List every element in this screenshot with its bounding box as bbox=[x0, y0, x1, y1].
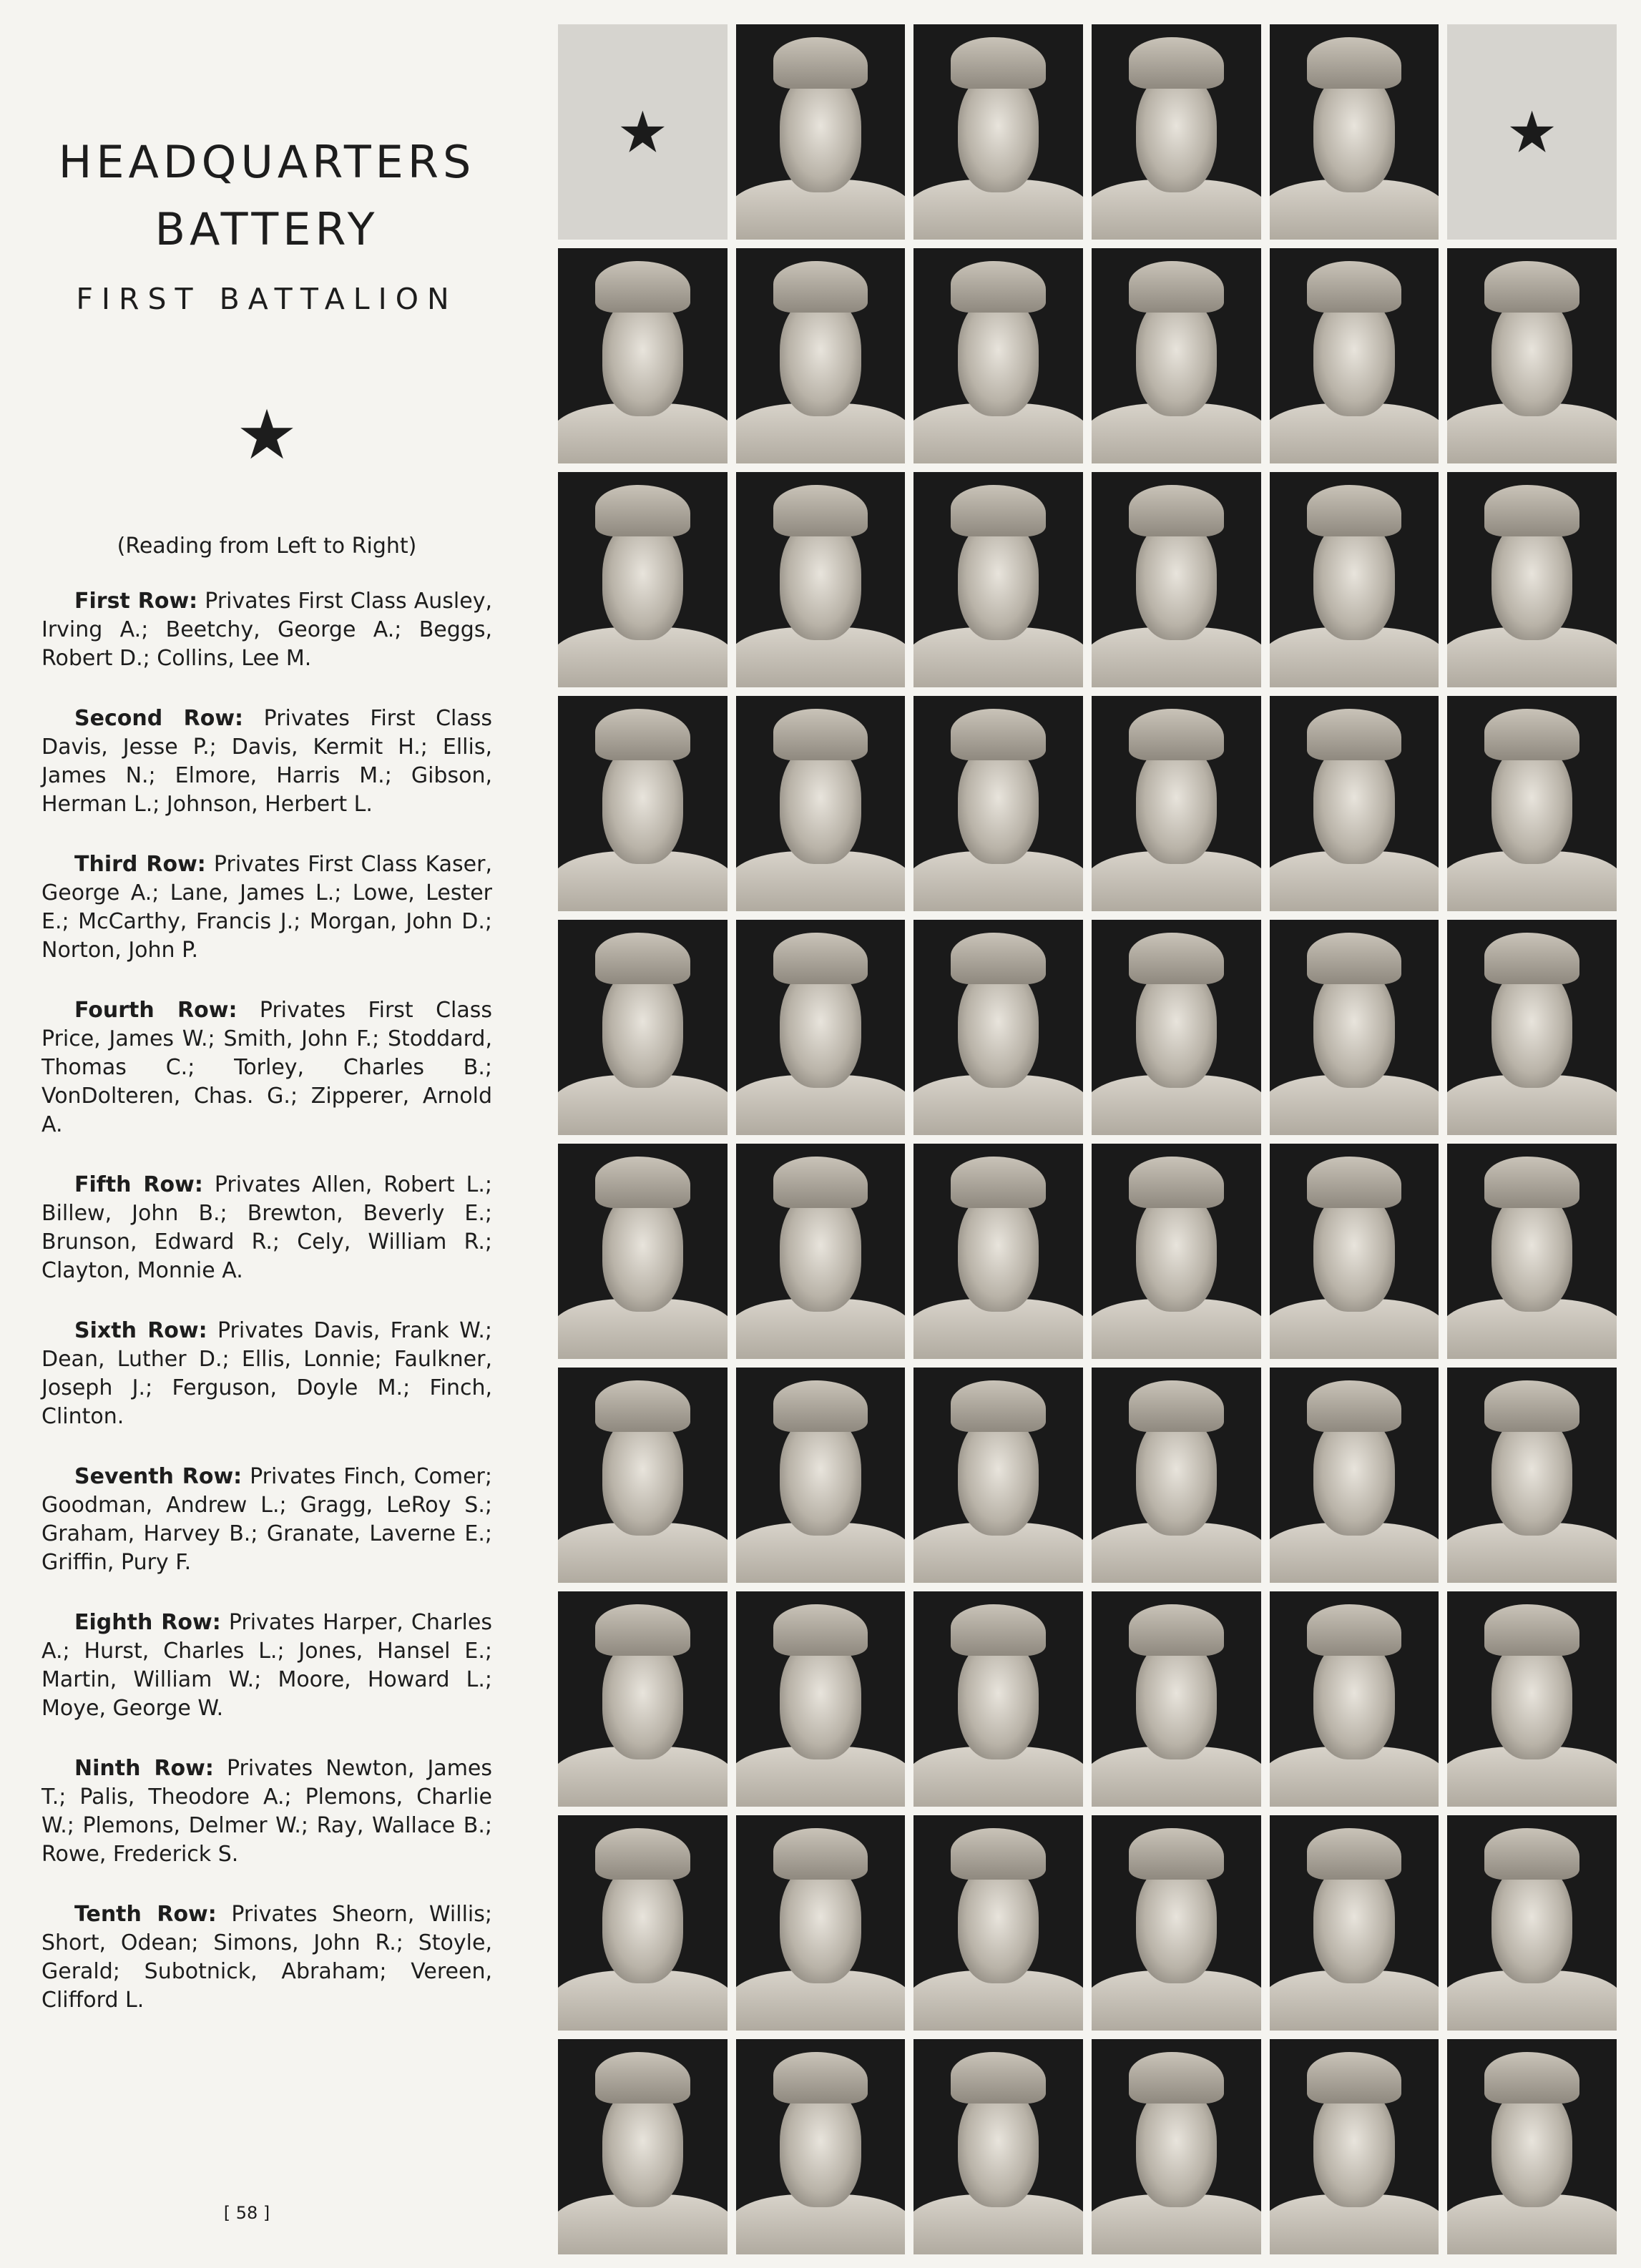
portrait-cap bbox=[1307, 1157, 1402, 1208]
portrait-cap bbox=[1484, 1828, 1579, 1880]
portrait-cap bbox=[773, 261, 868, 313]
soldier-portrait bbox=[558, 472, 728, 687]
title-line-1: HEADQUARTERS bbox=[58, 136, 476, 188]
portrait-cap bbox=[951, 37, 1046, 89]
portrait-cap bbox=[1484, 709, 1579, 760]
soldier-portrait bbox=[1447, 248, 1617, 463]
row-names: Privates Sheorn, Willis; Short, Odean; Simons, John R.; Stoyle, Gerald; Subotnick, Abraham; Vereen, Clifford L. bbox=[41, 1902, 492, 2013]
portrait-head bbox=[780, 2086, 861, 2207]
soldier-portrait bbox=[913, 24, 1083, 240]
portrait-cap bbox=[951, 485, 1046, 536]
portrait-cap bbox=[951, 2052, 1046, 2103]
portrait-cap bbox=[1307, 1828, 1402, 1880]
portrait-head bbox=[1136, 1862, 1218, 1983]
soldier-portrait bbox=[1092, 24, 1261, 240]
portrait-head bbox=[780, 1191, 861, 1312]
soldier-portrait bbox=[1447, 1368, 1617, 1583]
portrait-cap bbox=[1307, 37, 1402, 89]
portrait-head bbox=[958, 519, 1039, 640]
portrait-head bbox=[1313, 2086, 1395, 2207]
portrait-cap bbox=[1484, 485, 1579, 536]
row-label: Second Row: bbox=[74, 706, 244, 731]
portrait-head bbox=[780, 1415, 861, 1536]
portrait-head bbox=[958, 1862, 1039, 1983]
portrait-cap bbox=[1129, 933, 1224, 984]
soldier-portrait bbox=[913, 696, 1083, 911]
row-label: Tenth Row: bbox=[74, 1902, 217, 1927]
portrait-head bbox=[1136, 72, 1218, 192]
star-icon: ★ bbox=[1506, 99, 1558, 165]
soldier-portrait bbox=[1092, 248, 1261, 463]
soldier-portrait bbox=[1270, 1144, 1439, 1359]
row-captions bbox=[41, 587, 492, 2015]
portrait-cap bbox=[595, 1828, 690, 1880]
soldier-portrait bbox=[558, 248, 728, 463]
portrait-head bbox=[1491, 1862, 1573, 1983]
soldier-portrait bbox=[913, 472, 1083, 687]
portrait-head bbox=[780, 1639, 861, 1759]
portrait-cap bbox=[773, 1604, 868, 1656]
soldier-portrait bbox=[736, 696, 906, 911]
portrait-head bbox=[602, 1862, 684, 1983]
portrait-cap bbox=[1129, 261, 1224, 313]
row-label: Sixth Row: bbox=[74, 1318, 207, 1343]
row-caption bbox=[41, 705, 492, 819]
soldier-portrait bbox=[558, 1591, 728, 1807]
soldier-portrait bbox=[1092, 920, 1261, 1135]
soldier-portrait bbox=[1092, 696, 1261, 911]
portrait-head bbox=[1491, 519, 1573, 640]
portrait-head bbox=[780, 1862, 861, 1983]
portrait-cap bbox=[773, 37, 868, 89]
portrait-head bbox=[1313, 295, 1395, 416]
soldier-portrait bbox=[736, 1815, 906, 2031]
portrait-head bbox=[1491, 1191, 1573, 1312]
soldier-portrait bbox=[736, 1144, 906, 1359]
row-caption bbox=[41, 996, 492, 1139]
soldier-portrait bbox=[736, 920, 906, 1135]
soldier-portrait bbox=[736, 2039, 906, 2254]
portrait-head bbox=[1136, 1639, 1218, 1759]
soldier-portrait bbox=[558, 920, 728, 1135]
soldier-portrait bbox=[913, 1815, 1083, 2031]
soldier-portrait bbox=[1270, 1591, 1439, 1807]
portrait-cap bbox=[1129, 1157, 1224, 1208]
portrait-cap bbox=[773, 709, 868, 760]
portrait-cap bbox=[773, 1157, 868, 1208]
star-panel bbox=[1447, 24, 1617, 240]
row-label: First Row: bbox=[74, 589, 198, 614]
soldier-portrait bbox=[1270, 2039, 1439, 2254]
portrait-cap bbox=[1307, 261, 1402, 313]
soldier-portrait bbox=[736, 1591, 906, 1807]
portrait-head bbox=[602, 2086, 684, 2207]
portrait-head bbox=[958, 743, 1039, 864]
portrait-head bbox=[1313, 1862, 1395, 1983]
portrait-head bbox=[780, 72, 861, 192]
portrait-head bbox=[1491, 1639, 1573, 1759]
portrait-head bbox=[1491, 743, 1573, 864]
soldier-portrait bbox=[1447, 920, 1617, 1135]
portrait-head bbox=[1136, 2086, 1218, 2207]
soldier-portrait bbox=[913, 1591, 1083, 1807]
soldier-portrait bbox=[1092, 1815, 1261, 2031]
row-label: Seventh Row: bbox=[74, 1464, 243, 1489]
row-label: Ninth Row: bbox=[74, 1756, 214, 1781]
portrait-cap bbox=[1484, 1380, 1579, 1432]
portrait-head bbox=[1136, 1415, 1218, 1536]
portrait-cap bbox=[1307, 933, 1402, 984]
soldier-portrait bbox=[1447, 1144, 1617, 1359]
row-names: Privates Allen, Robert L.; Billew, John B.; Brewton, Beverly E.; Brunson, Edward R.; Cely, William R.; Clayton, Monnie A. bbox=[41, 1172, 492, 1283]
portrait-cap bbox=[1129, 37, 1224, 89]
row-names: Privates Newton, James T.; Palis, Theodore A.; Plemons, Charlie W.; Plemons, Delmer W.; Ray, Wallace B.; Rowe, Frederick S. bbox=[41, 1756, 492, 1867]
portrait-cap bbox=[951, 1604, 1046, 1656]
portrait-cap bbox=[1307, 709, 1402, 760]
soldier-portrait bbox=[1447, 1815, 1617, 2031]
portrait-cap bbox=[1484, 1604, 1579, 1656]
row-caption bbox=[41, 587, 492, 673]
soldier-portrait bbox=[1270, 1815, 1439, 2031]
portrait-cap bbox=[595, 933, 690, 984]
soldier-portrait bbox=[1092, 2039, 1261, 2254]
portrait-head bbox=[958, 1639, 1039, 1759]
portrait-head bbox=[602, 1191, 684, 1312]
page-number: [ 58 ] bbox=[223, 2203, 270, 2223]
portrait-cap bbox=[1484, 933, 1579, 984]
soldier-portrait bbox=[1092, 1144, 1261, 1359]
portrait-head bbox=[780, 967, 861, 1088]
portrait-head bbox=[1313, 1639, 1395, 1759]
soldier-portrait bbox=[913, 248, 1083, 463]
row-names: Privates First Class Davis, Jesse P.; Davis, Kermit H.; Ellis, James N.; Elmore, Harris M.; Gibson, Herman L.; Johnson, Herbert L. bbox=[41, 706, 493, 817]
soldier-portrait bbox=[1270, 472, 1439, 687]
portrait-cap bbox=[951, 1828, 1046, 1880]
portrait-grid bbox=[558, 24, 1617, 2254]
portrait-head bbox=[602, 967, 684, 1088]
portrait-cap bbox=[773, 933, 868, 984]
soldier-portrait bbox=[1447, 1591, 1617, 1807]
soldier-portrait bbox=[913, 2039, 1083, 2254]
portrait-head bbox=[1313, 1415, 1395, 1536]
portrait-head bbox=[958, 72, 1039, 192]
portrait-cap bbox=[773, 1828, 868, 1880]
portrait-head bbox=[1313, 1191, 1395, 1312]
soldier-portrait bbox=[1270, 696, 1439, 911]
portrait-head bbox=[1136, 1191, 1218, 1312]
portrait-head bbox=[602, 743, 684, 864]
portrait-cap bbox=[595, 1157, 690, 1208]
caption-column bbox=[41, 129, 492, 2036]
portrait-head bbox=[958, 967, 1039, 1088]
soldier-portrait bbox=[1447, 2039, 1617, 2254]
portrait-cap bbox=[773, 1380, 868, 1432]
portrait-head bbox=[602, 519, 684, 640]
soldier-portrait bbox=[1092, 1591, 1261, 1807]
row-caption bbox=[41, 1609, 492, 1723]
soldier-portrait bbox=[1270, 1368, 1439, 1583]
soldier-portrait bbox=[558, 1368, 728, 1583]
soldier-portrait bbox=[1447, 696, 1617, 911]
row-names: Privates Davis, Frank W.; Dean, Luther D.; Ellis, Lonnie; Faulkner, Joseph J.; Ferguson, Doyle M.; Finch, Clinton. bbox=[41, 1318, 492, 1429]
star-icon: ★ bbox=[617, 99, 669, 165]
portrait-head bbox=[958, 295, 1039, 416]
soldier-portrait bbox=[1270, 920, 1439, 1135]
portrait-head bbox=[958, 2086, 1039, 2207]
portrait-head bbox=[1491, 295, 1573, 416]
portrait-head bbox=[1491, 2086, 1573, 2207]
row-caption bbox=[41, 1171, 492, 1285]
soldier-portrait bbox=[558, 696, 728, 911]
soldier-portrait bbox=[736, 24, 906, 240]
portrait-head bbox=[1491, 967, 1573, 1088]
soldier-portrait bbox=[1092, 1368, 1261, 1583]
portrait-head bbox=[780, 519, 861, 640]
portrait-cap bbox=[951, 933, 1046, 984]
portrait-cap bbox=[1484, 2052, 1579, 2103]
star-icon: ★ bbox=[235, 395, 298, 475]
row-caption bbox=[41, 1754, 492, 1869]
star-panel bbox=[558, 24, 728, 240]
row-label: Eighth Row: bbox=[74, 1610, 221, 1635]
portrait-cap bbox=[595, 1604, 690, 1656]
portrait-cap bbox=[1129, 1828, 1224, 1880]
portrait-cap bbox=[595, 2052, 690, 2103]
portrait-cap bbox=[951, 1157, 1046, 1208]
row-caption bbox=[41, 850, 492, 965]
portrait-cap bbox=[595, 709, 690, 760]
soldier-portrait bbox=[1270, 24, 1439, 240]
portrait-head bbox=[602, 295, 684, 416]
title-line-2: BATTERY bbox=[155, 203, 379, 255]
portrait-cap bbox=[1484, 261, 1579, 313]
row-names: Privates First Class Kaser, George A.; Lane, James L.; Lowe, Lester E.; McCarthy, Francis J.; Morgan, John D.; Norton, John P. bbox=[41, 852, 492, 963]
row-caption bbox=[41, 1463, 492, 1577]
portrait-head bbox=[602, 1415, 684, 1536]
row-names: Privates First Class Ausley, Irving A.; Beetchy, George A.; Beggs, Robert D.; Collins, Lee M. bbox=[41, 589, 492, 671]
row-caption bbox=[41, 1317, 492, 1431]
portrait-cap bbox=[1307, 485, 1402, 536]
row-label: Third Row: bbox=[74, 852, 206, 877]
portrait-cap bbox=[773, 2052, 868, 2103]
page-title bbox=[41, 129, 492, 263]
portrait-head bbox=[602, 1639, 684, 1759]
portrait-cap bbox=[1307, 1604, 1402, 1656]
portrait-head bbox=[1313, 743, 1395, 864]
row-label: Fifth Row: bbox=[74, 1172, 203, 1197]
portrait-cap bbox=[1129, 1380, 1224, 1432]
soldier-portrait bbox=[1447, 472, 1617, 687]
soldier-portrait bbox=[558, 1144, 728, 1359]
portrait-head bbox=[780, 743, 861, 864]
soldier-portrait bbox=[1092, 472, 1261, 687]
row-label: Fourth Row: bbox=[74, 998, 237, 1023]
portrait-cap bbox=[1129, 1604, 1224, 1656]
portrait-cap bbox=[1129, 485, 1224, 536]
soldier-portrait bbox=[913, 920, 1083, 1135]
portrait-head bbox=[1313, 967, 1395, 1088]
portrait-cap bbox=[951, 709, 1046, 760]
row-caption bbox=[41, 1900, 492, 2015]
portrait-head bbox=[780, 295, 861, 416]
soldier-portrait bbox=[736, 1368, 906, 1583]
portrait-head bbox=[1136, 519, 1218, 640]
portrait-cap bbox=[1484, 1157, 1579, 1208]
portrait-head bbox=[1136, 967, 1218, 1088]
portrait-cap bbox=[951, 261, 1046, 313]
portrait-head bbox=[958, 1191, 1039, 1312]
soldier-portrait bbox=[558, 1815, 728, 2031]
portrait-head bbox=[1136, 295, 1218, 416]
row-names: Privates Finch, Comer; Goodman, Andrew L.; Gragg, LeRoy S.; Graham, Harvey B.; Granate, Laverne E.; Griffin, Pury F. bbox=[41, 1464, 493, 1575]
portrait-cap bbox=[1307, 2052, 1402, 2103]
row-names: Privates First Class Price, James W.; Smith, John F.; Stoddard, Thomas C.; Torley, Charles B.; VonDolteren, Chas. G.; Zipperer, Arnold A. bbox=[41, 998, 493, 1137]
soldier-portrait bbox=[736, 472, 906, 687]
portrait-head bbox=[1491, 1415, 1573, 1536]
portrait-head bbox=[1313, 519, 1395, 640]
portrait-cap bbox=[595, 485, 690, 536]
portrait-head bbox=[1313, 72, 1395, 192]
soldier-portrait bbox=[913, 1144, 1083, 1359]
portrait-cap bbox=[951, 1380, 1046, 1432]
soldier-portrait bbox=[736, 248, 906, 463]
row-names: Privates Harper, Charles A.; Hurst, Charles L.; Jones, Hansel E.; Martin, William W.; Moore, Howard L.; Moye, George W. bbox=[41, 1610, 492, 1721]
portrait-head bbox=[1136, 743, 1218, 864]
portrait-cap bbox=[595, 261, 690, 313]
portrait-head bbox=[958, 1415, 1039, 1536]
soldier-portrait bbox=[913, 1368, 1083, 1583]
portrait-cap bbox=[595, 1380, 690, 1432]
portrait-cap bbox=[1129, 709, 1224, 760]
soldier-portrait bbox=[558, 2039, 728, 2254]
reading-note: (Reading from Left to Right) bbox=[117, 534, 417, 559]
portrait-cap bbox=[773, 485, 868, 536]
portrait-cap bbox=[1307, 1380, 1402, 1432]
page-subtitle: FIRST BATTALION bbox=[76, 282, 458, 316]
soldier-portrait bbox=[1270, 248, 1439, 463]
portrait-cap bbox=[1129, 2052, 1224, 2103]
